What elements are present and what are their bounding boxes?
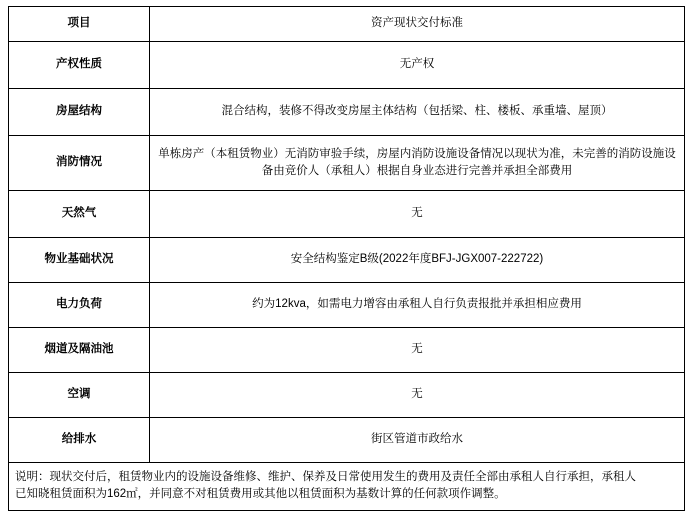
- table-row: [9, 136, 685, 191]
- row-value-flue-grease-trap: 无: [150, 328, 685, 373]
- row-label-water-supply-drainage: 给排水: [9, 418, 150, 463]
- row-label-building-structure: 房屋结构: [9, 89, 150, 136]
- row-value-building-structure: 混合结构，装修不得改变房屋主体结构（包括梁、柱、楼板、承重墙、屋顶）: [150, 89, 685, 136]
- row-label-property-basic-status: 物业基础状况: [9, 238, 150, 283]
- row-label-fire-protection: 消防情况: [9, 136, 150, 191]
- row-label-power-load: 电力负荷: [9, 283, 150, 328]
- fire-protection-text: 单栋房产（本租赁物业）无消防审验手续，房屋内消防设施设备情况以现状为准，未完善的消防设施设备由竞价人（承租人）根据自身业态进行完善并承担全部费用: [158, 147, 676, 177]
- table-row: [9, 191, 685, 238]
- row-value-natural-gas: 无: [150, 191, 685, 238]
- row-label-flue-grease-trap: 烟道及隔油池: [9, 328, 150, 373]
- note-line-1: 说明：现状交付后，租赁物业内的设施设备维修、维护、保养及日常使用发生的费用及责任全部由承租人自行承担，承租人: [15, 471, 636, 483]
- row-value-property-nature: 无产权: [150, 42, 685, 89]
- row-label-item: 项目: [9, 7, 150, 42]
- table-row-header: [9, 7, 685, 42]
- row-value-fire-protection: [150, 136, 685, 191]
- table-row: [9, 373, 685, 418]
- table-row: [9, 238, 685, 283]
- table-row: [9, 89, 685, 136]
- table-row: [9, 418, 685, 463]
- row-value-water-supply-drainage: 街区管道市政给水: [150, 418, 685, 463]
- row-value-item: 资产现状交付标准: [150, 7, 685, 42]
- table-row: [9, 283, 685, 328]
- table-row: [9, 42, 685, 89]
- row-value-property-basic-status: 安全结构鉴定B级(2022年度BFJ-JGX007-222722): [150, 238, 685, 283]
- row-label-air-conditioning: 空调: [9, 373, 150, 418]
- asset-delivery-standard-table: [8, 6, 685, 511]
- note-line-2: 已知晓租赁面积为162㎡，并同意不对租赁费用或其他以租赁面积为基数计算的任何款项作调整。: [15, 488, 506, 501]
- table-row-note: [9, 463, 685, 511]
- row-value-power-load: 约为12kva，如需电力增容由承租人自行负责报批并承担相应费用: [150, 283, 685, 328]
- table-row: [9, 328, 685, 373]
- row-value-air-conditioning: 无: [150, 373, 685, 418]
- note-cell: [9, 463, 685, 511]
- row-label-natural-gas: 天然气: [9, 191, 150, 238]
- row-label-property-nature: 产权性质: [9, 42, 150, 89]
